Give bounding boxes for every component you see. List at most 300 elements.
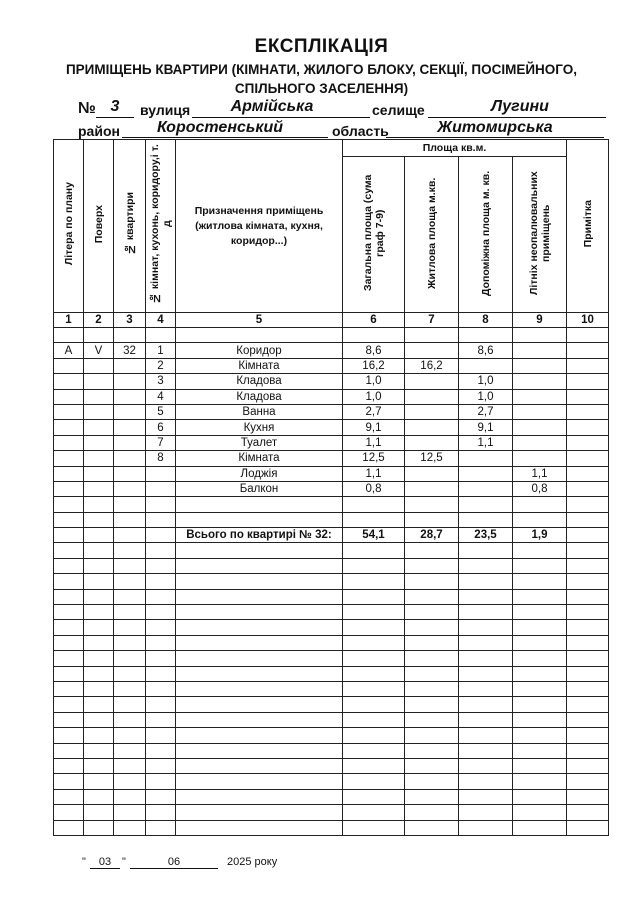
table-cell [459,712,513,727]
table-cell [459,605,513,620]
table-row [54,481,609,496]
table-cell [405,651,459,666]
table-cell [459,651,513,666]
table-cell [567,543,609,558]
table-cell [114,805,146,820]
number-value: 3 [110,98,120,115]
table-cell [567,435,609,450]
table-cell [405,712,459,727]
table-cell [84,404,114,419]
table-cell [459,728,513,743]
table-cell [114,697,146,712]
table-cell [114,774,146,789]
table-cell [54,374,84,389]
table-cell [146,774,176,789]
table-cell: 1,0 [459,389,513,404]
date-quote-close: " [122,856,126,868]
column-number: 1 [54,313,84,328]
table-cell [513,620,567,635]
blank-row [54,574,609,589]
table-cell [513,728,567,743]
table-cell [513,358,567,373]
blank-row [54,728,609,743]
table-cell [459,466,513,481]
table-cell [459,758,513,773]
table-cell [405,435,459,450]
table-cell [513,451,567,466]
table-cell: 12,5 [343,451,405,466]
table-cell [54,820,84,835]
table-cell [567,451,609,466]
number-underline [96,117,134,118]
table-cell [567,558,609,573]
table-cell: Кладова [176,374,343,389]
table-cell [176,666,343,681]
table-cell [176,789,343,804]
table-cell [459,789,513,804]
table-cell: 1,9 [513,528,567,543]
table-cell [54,651,84,666]
table-cell [114,466,146,481]
table-cell [114,497,146,512]
table-row [54,343,609,358]
table-cell [343,666,405,681]
table-cell [176,543,343,558]
table-cell [114,528,146,543]
table-cell [343,543,405,558]
header-room-number: № кімнат, кухонь, коридору,і т. д [146,140,176,313]
column-number: 10 [567,313,609,328]
table-cell [54,420,84,435]
table-cell [176,774,343,789]
table-cell [567,820,609,835]
table-cell: 2 [146,358,176,373]
table-cell [146,466,176,481]
blank-row [54,789,609,804]
table-cell: 4 [146,389,176,404]
table-cell [84,728,114,743]
table-cell [343,558,405,573]
column-number: 6 [343,313,405,328]
table-cell: 3 [146,374,176,389]
table-cell [343,758,405,773]
total-row [54,528,609,543]
table-cell: Кімната [176,451,343,466]
table-cell [54,743,84,758]
table-cell [567,635,609,650]
table-cell [176,651,343,666]
blank-row [54,758,609,773]
table-cell [567,620,609,635]
table-cell [459,666,513,681]
blank-row [54,697,609,712]
table-cell [513,404,567,419]
table-cell [513,697,567,712]
table-cell [405,743,459,758]
table-cell [567,374,609,389]
table-cell [343,635,405,650]
table-cell [176,558,343,573]
table-cell: 1,0 [459,374,513,389]
table-cell [513,805,567,820]
table-cell [567,574,609,589]
table-cell [54,728,84,743]
header-litera: Літера по плану [54,140,84,313]
table-cell [343,712,405,727]
table-row [54,358,609,373]
table-cell [176,620,343,635]
table-cell: 9,1 [343,420,405,435]
header-area-group: Площа кв.м. [343,140,567,157]
table-cell [513,743,567,758]
table-cell [343,651,405,666]
table-cell: Кладова [176,389,343,404]
table-cell [343,820,405,835]
table-cell [114,789,146,804]
table-cell [84,805,114,820]
table-cell [176,589,343,604]
table-cell [176,681,343,696]
table-row [54,435,609,450]
table-cell [146,758,176,773]
table-row [54,389,609,404]
table-cell [146,728,176,743]
blank-row [54,651,609,666]
table-cell [459,635,513,650]
table-cell [567,805,609,820]
table-cell [567,389,609,404]
table-cell [84,712,114,727]
blank-row [54,743,609,758]
table-cell [146,697,176,712]
table-cell [114,605,146,620]
table-cell [176,605,343,620]
table-cell [176,805,343,820]
table-cell [84,328,114,343]
table-cell [54,620,84,635]
table-cell: 16,2 [343,358,405,373]
table-cell [405,697,459,712]
table-cell [567,605,609,620]
table-cell [459,543,513,558]
table-cell [84,789,114,804]
table-cell [146,543,176,558]
table-cell [114,451,146,466]
table-cell [146,574,176,589]
table-cell [84,589,114,604]
table-cell [459,574,513,589]
table-cell [84,774,114,789]
table-cell [146,805,176,820]
explication-table [53,139,609,836]
blank-row [54,774,609,789]
table-cell [459,328,513,343]
table-cell: 28,7 [405,528,459,543]
table-cell [567,512,609,527]
blank-row [54,666,609,681]
table-cell [405,774,459,789]
date-year: 2025 року [227,856,278,868]
table-cell [176,758,343,773]
table-cell [343,774,405,789]
table-cell [54,328,84,343]
table-cell [176,574,343,589]
table-cell [176,728,343,743]
table-cell [176,697,343,712]
street-label: вулиця [140,102,191,118]
table-cell [54,635,84,650]
table-cell [114,758,146,773]
table-cell: 1,1 [343,435,405,450]
table-cell [146,497,176,512]
table-cell [567,481,609,496]
column-numbers-row [54,313,609,328]
table-cell [513,681,567,696]
table-cell [567,666,609,681]
table-cell [54,389,84,404]
table-cell [343,328,405,343]
table-cell [459,497,513,512]
table-cell [567,651,609,666]
table-cell [54,404,84,419]
table-cell [567,681,609,696]
table-cell [405,404,459,419]
table-cell [84,451,114,466]
district-underline [122,137,328,138]
table-cell [567,774,609,789]
table-cell [114,651,146,666]
blank-row [54,681,609,696]
table-cell [567,743,609,758]
table-cell [405,558,459,573]
table-cell [513,543,567,558]
table-cell [84,558,114,573]
table-cell [54,605,84,620]
table-cell [54,697,84,712]
table-cell [146,635,176,650]
table-cell [84,512,114,527]
header-living-area: Житлова площа м.кв. [405,157,459,313]
table-cell [146,743,176,758]
table-cell [343,620,405,635]
table-cell: Коридор [176,343,343,358]
table-cell [146,605,176,620]
table-cell: 8,6 [343,343,405,358]
table-cell [146,620,176,635]
table-cell: 1,0 [343,389,405,404]
table-cell [567,528,609,543]
table-cell [114,728,146,743]
table-cell [54,497,84,512]
table-cell [513,343,567,358]
table-cell [405,789,459,804]
header-purpose: Призначення приміщень (житлова кімната, кухня, коридор...) [176,140,343,313]
table-cell [114,374,146,389]
table-cell [114,328,146,343]
table-cell [513,651,567,666]
column-number: 2 [84,313,114,328]
document-subtitle-line2: СПІЛЬНОГО ЗАСЕЛЕННЯ) [234,81,409,96]
table-cell [146,589,176,604]
table-cell [54,512,84,527]
table-cell [459,681,513,696]
table-cell [567,420,609,435]
table-cell [513,435,567,450]
table-cell [405,512,459,527]
table-cell [54,574,84,589]
blank-row [54,805,609,820]
table-cell [513,789,567,804]
table-cell: 54,1 [343,528,405,543]
column-number: 8 [459,313,513,328]
table-cell [114,558,146,573]
table-cell [176,635,343,650]
table-cell [343,512,405,527]
table-cell: 6 [146,420,176,435]
table-cell [343,697,405,712]
table-cell [54,543,84,558]
table-cell: 5 [146,404,176,419]
column-number: 5 [176,313,343,328]
table-cell [54,481,84,496]
table-cell [54,805,84,820]
table-cell [343,589,405,604]
blank-row [54,712,609,727]
blank-row [54,635,609,650]
settlement-underline [428,117,606,118]
table-cell [114,574,146,589]
table-cell [567,497,609,512]
table-cell [513,758,567,773]
table-cell [513,666,567,681]
table-cell [84,635,114,650]
table-cell [513,774,567,789]
header-aux-area: Допоміжна площа м. кв. [459,157,513,313]
table-cell [405,805,459,820]
table-cell: А [54,343,84,358]
table-cell [146,328,176,343]
blank-row [54,605,609,620]
table-cell: Туалет [176,435,343,450]
table-cell: 1 [146,343,176,358]
table-cell [567,728,609,743]
table-cell [343,805,405,820]
table-cell [114,404,146,419]
blank-row [54,589,609,604]
table-cell [459,481,513,496]
table-cell [84,389,114,404]
table-cell [84,358,114,373]
table-cell [84,481,114,496]
table-cell [567,343,609,358]
table-cell: 7 [146,435,176,450]
table-row [54,404,609,419]
table-row [54,420,609,435]
table-cell [146,558,176,573]
table-cell [114,512,146,527]
table-cell: 0,8 [513,481,567,496]
table-cell [114,358,146,373]
table-cell [146,789,176,804]
table-cell [343,789,405,804]
table-cell: 8 [146,451,176,466]
table-cell [84,543,114,558]
table-cell [567,789,609,804]
table-cell [343,497,405,512]
table-cell [146,528,176,543]
table-cell [54,774,84,789]
table-cell [567,358,609,373]
document-title: ЕКСПЛІКАЦІЯ [254,36,389,57]
table-cell [54,712,84,727]
table-cell [405,605,459,620]
table-cell [343,728,405,743]
table-cell [405,543,459,558]
table-cell: Балкон [176,481,343,496]
table-cell [513,712,567,727]
table-cell [567,758,609,773]
table-cell [146,681,176,696]
table-cell: 2,7 [459,404,513,419]
table-cell: Лоджія [176,466,343,481]
table-cell [176,712,343,727]
column-number: 9 [513,313,567,328]
table-cell [405,328,459,343]
table-cell [513,328,567,343]
table-cell [405,589,459,604]
table-cell [567,466,609,481]
table-cell [459,774,513,789]
table-cell [114,543,146,558]
table-cell [513,420,567,435]
table-cell [54,589,84,604]
table-cell [146,820,176,835]
date-day: 03 [90,856,120,869]
table-cell [114,681,146,696]
table-cell [513,589,567,604]
region-label: область [332,123,389,139]
column-number: 4 [146,313,176,328]
table-cell [405,681,459,696]
blank-row [54,558,609,573]
table-cell [146,666,176,681]
table-cell [459,697,513,712]
table-row [54,374,609,389]
street-underline [192,117,370,118]
table-cell [176,328,343,343]
table-cell [513,389,567,404]
table-cell [54,666,84,681]
settlement-value: Лугини [491,98,549,115]
table-cell [114,435,146,450]
table-cell [343,574,405,589]
table-cell [343,605,405,620]
table-cell [114,389,146,404]
table-cell [54,451,84,466]
table-cell [513,558,567,573]
table-cell [84,528,114,543]
table-cell: 1,0 [343,374,405,389]
table-cell: 1,1 [513,466,567,481]
table-cell [54,528,84,543]
table-cell [513,635,567,650]
table-cell [84,605,114,620]
table-cell [405,466,459,481]
table-row [54,466,609,481]
table-cell [567,328,609,343]
table-cell [84,743,114,758]
table-cell [567,404,609,419]
